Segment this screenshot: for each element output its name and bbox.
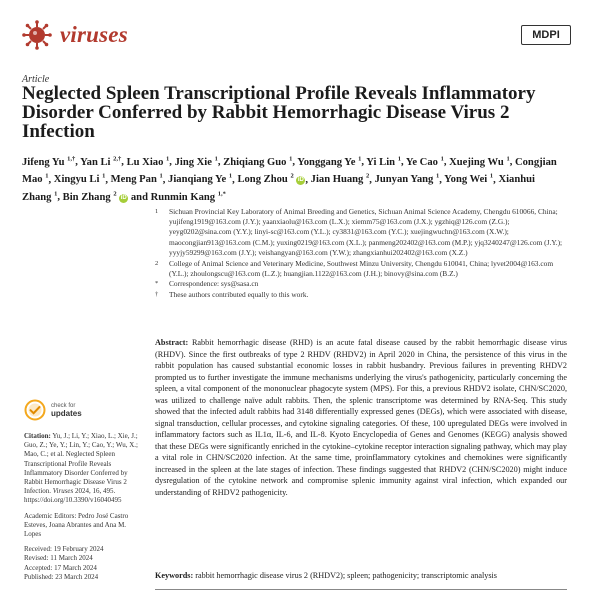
author-affiliation-mark: 1	[436, 172, 440, 180]
orcid-icon[interactable]: iD	[297, 177, 304, 184]
date-line: Published: 23 March 2024	[24, 572, 99, 581]
author-affiliation-mark: 1	[506, 155, 510, 162]
author-name: Jing Xie	[174, 156, 212, 168]
date-line: Received: 19 February 2024	[24, 545, 104, 554]
author-name: Xuejing Wu	[449, 156, 504, 168]
author[interactable]: and Runmin Kang $^{1,*}$	[130, 190, 226, 203]
author-name: Bin Zhang	[62, 191, 111, 203]
author-affiliation-mark: 1	[214, 155, 218, 162]
author[interactable]	[311, 174, 370, 185]
author-name: Meng Pan	[110, 174, 157, 186]
publisher-logo[interactable]: MDPI	[521, 25, 571, 45]
check-top-text: check for	[51, 402, 76, 409]
abstract-label: Abstract:	[155, 338, 189, 347]
virus-icon	[22, 20, 52, 50]
author-name: Xingyu Li	[53, 174, 100, 186]
author-name: Jian Huang	[310, 174, 364, 186]
affiliation-mark: †	[155, 291, 159, 299]
author-affiliation-mark: 1,†	[67, 155, 76, 162]
author-name: Junyan Yang	[374, 174, 434, 186]
keywords-text: rabbit hemorrhagic disease virus 2 (RHDV2); spleen; pathogenicity; transcriptomic analysis	[195, 571, 497, 580]
author-list: Jifeng Yu $^{1,\dagger}$, Yan Li $^{2,\dagger}$, Lu Xiao $^1$, Jing Xie $^1$, Zhiqiang Guo $^1$, Yonggang Ye $^1$, Yi Lin $^1$, Ye Cao $^1$, Xuejing Wu $^1$, Congjian Mao $^1$, Xingyu Li $^1$, Meng Pan $^1$, Jianqiang Ye $^1$, Long Zhou $^2$ iD , Jian Huang $^2$, Junyan Yang $^1$, Yong Wei $^1$, Xianhui Zhang $^1$, Bin Zhang $^2$ iD and Runmin Kang $^{1,*}$	[22, 155, 557, 203]
article-type: Article	[22, 74, 50, 85]
article-title: Neglected Spleen Transcriptional Profile Reveals Inflammatory Disorder Conferred by Rabbit Hemorrhagic Disease Virus 2 Infection	[22, 83, 536, 142]
author[interactable]	[175, 157, 218, 168]
affiliation-mark: 2	[155, 259, 159, 267]
author-name: Zhiqiang Guo	[223, 156, 287, 168]
author[interactable]	[375, 174, 440, 185]
author-name: Xianhui Zhang	[22, 174, 535, 203]
author-affiliation-mark: 2	[113, 190, 117, 198]
check-for-updates-text	[51, 403, 82, 418]
keywords	[155, 570, 567, 581]
citation-journal: Viruses	[52, 487, 74, 496]
author-affiliation-mark: 1	[102, 172, 106, 180]
author[interactable]	[127, 157, 170, 168]
citation-text: Yu, J.; Li, Y.; Xiao, L.; Xie, J.; Guo, Z.; Ye, Y.; Lin, Y.; Cao, Y.; Wu, X.; Mao, C.; et al. Neglected Spleen Transcriptional Profile Reveals Inflammatory Disorder Conferred by Rabbit Hemorrhagic Disease Virus 2 Infection.	[24, 432, 138, 496]
journal-name: viruses	[60, 22, 128, 47]
author-affiliation-mark: 2,†	[113, 155, 122, 162]
author-affiliation-mark: 1	[289, 155, 293, 162]
author[interactable]	[444, 174, 493, 185]
author-name: Yong Wei	[444, 174, 488, 186]
affiliation-item	[155, 207, 565, 258]
author-affiliation-mark: 1	[489, 172, 494, 180]
author[interactable]	[22, 157, 75, 168]
orcid-icon[interactable]: iD	[120, 194, 127, 201]
check-bottom-text: updates	[51, 409, 82, 418]
author-name: Jifeng Yu	[22, 156, 65, 168]
citation-tail[interactable]: 2024, 16, 495. https://doi.org/10.3390/v16040495	[24, 487, 122, 505]
author[interactable]	[168, 174, 232, 185]
affiliation-mark: 1	[155, 208, 159, 215]
affiliation-item	[155, 259, 565, 279]
abstract-text: Rabbit hemorrhagic disease (RHD) is an acute fatal disease caused by the rabbit hemorrhagic disease virus (RHDV). Since the first outbreaks of type 2 RHDV (RHDV2) in April 2020 in China, the persistence of this virus in the rabbit population has caused substantial economic losses in rabbit husbandry. Previous failures in preventing RHDV2 prompted us to further investigate the immune mechanisms underlying the virus's pathogenicity, particularly concerning the spleen, a vital component of the mononuclear phagocyte system (MPS). For this, a previous RHDV2 isolate, CHN/SC2020, was utilized to challenge naïve adult rabbits. Then, the splenic transcriptome was determined by RNA-Seq. This study showed that the infected adult rabbits had 3148 differentially expressed genes (DEGs), which were associated with disease, signal transduction, cellular processes, and cytokine signaling categories. Of these, 100 upregulated DEGs were involved in inflammatory factors such as IL1α, IL-6, and IL-8. Kyoto Encyclopedia of Genes and Genomes (KEGG) analysis showed that these DEGs were significantly enriched in the cytokine–cytokine receptor interaction signaling pathway, which may play a vital role in CHN/SC2020 infection. At the same time, proinflammatory cytokines and chemokines were significantly increased in the spleen at the late stages of infection. These findings suggested that RHDV2 (CHN/SC2020) might induce dysregulation of the cytokine network and compromise splenic immunity against viral infection, which expanded our understanding of RHDV2 pathogenicity.	[155, 338, 567, 497]
sidebar	[24, 432, 144, 582]
author[interactable]	[223, 157, 292, 168]
author[interactable]	[80, 157, 121, 168]
affiliation-text: These authors contributed equally to this work.	[169, 290, 309, 300]
author[interactable]	[366, 157, 401, 168]
affiliation-text: Sichuan Provincial Key Laboratory of Animal Breeding and Genetics, Sichuan Animal Science Academy, Chengdu 610066, China; yujifeng1919@163.com (J.Y.); yaanxiaolu@163.com (L.X.); xiemm75@163.com (J.X.); ygzhiq@126.com (Z.G.); yeyg0202@sina.com (Y.Y.); linyi-sc@163.com (Y.L.); cy3831@163.com (Y.C.); xuejingwuchn@163.com (X.W.); maocongjian913@163.com (C.M.); yuxing0219@163.com (X.L.); panmeng202402@163.com (M.P.); yjq3240247@126.com (J.Y.); yyyjy59299@163.com (J.Y.); veishangyan@163.com (Y.W.); zhangxianhui202402@163.com (X.Z.)	[169, 207, 563, 257]
citation-label: Citation:	[24, 432, 51, 440]
author-affiliation-mark: 1	[54, 190, 58, 198]
abstract	[155, 337, 567, 498]
author-affiliation-mark: 1,*	[217, 190, 226, 198]
author[interactable]	[54, 174, 106, 185]
author-affiliation-mark: 2	[366, 172, 370, 180]
author[interactable]	[297, 157, 361, 168]
author-name: Congjian Mao	[22, 156, 557, 186]
author-name: Jianqiang Ye	[168, 174, 227, 186]
affiliation-mark: *	[155, 280, 159, 288]
author-affiliation-mark: 2	[290, 172, 294, 180]
author-affiliation-mark: 1	[397, 155, 401, 162]
check-for-updates-button[interactable]	[24, 399, 82, 421]
affiliation-text: College of Animal Science and Veterinary Medicine, Southwest Minzu University, Chengdu 610041, China; lyvet2004@163.com (Y.L.); zhoulongscu@163.com (L.Z.); huangjian.1122@163.com (J.H.); binovy@sina.com (B.Z.)	[169, 258, 554, 278]
citation	[24, 432, 144, 506]
author[interactable]	[449, 157, 510, 168]
affiliation-text: Correspondence: sys@sasa.cn	[169, 279, 259, 289]
author-affiliation-mark: 1	[159, 172, 163, 180]
check-for-updates-icon	[24, 399, 46, 421]
author-affiliation-mark: 1	[228, 172, 233, 180]
journal-logo[interactable]	[22, 20, 128, 50]
date-line: Accepted: 17 March 2024	[24, 563, 97, 572]
affiliation-item	[155, 290, 565, 300]
keywords-label: Keywords:	[155, 571, 194, 580]
author[interactable]	[63, 192, 129, 203]
author[interactable]	[237, 174, 305, 185]
author-name: Yi Lin	[366, 156, 396, 168]
author-name: Ye Cao	[405, 156, 438, 168]
author-name: Runmin Kang	[150, 191, 216, 203]
affiliation-item	[155, 279, 565, 289]
author-affiliation-mark: 1	[166, 155, 170, 162]
author-name: Lu Xiao	[126, 156, 164, 168]
author-affiliation-mark: 1	[45, 172, 49, 180]
academic-editors: Academic Editors: Pedro José Castro Esteves, Joana Abrantes and Ana M. Lopes	[24, 511, 129, 539]
date-line: Revised: 11 March 2024	[24, 554, 93, 563]
author[interactable]	[406, 157, 444, 168]
author-name: Yan Li	[80, 156, 111, 168]
author-affiliation-mark: 1	[440, 155, 444, 162]
affiliations	[155, 207, 565, 301]
author[interactable]	[111, 174, 163, 185]
author-name: Long Zhou	[237, 174, 288, 186]
divider	[155, 589, 567, 590]
author-affiliation-mark: 1	[358, 155, 362, 162]
author-name: Yonggang Ye	[297, 156, 356, 168]
publication-dates	[24, 545, 144, 582]
